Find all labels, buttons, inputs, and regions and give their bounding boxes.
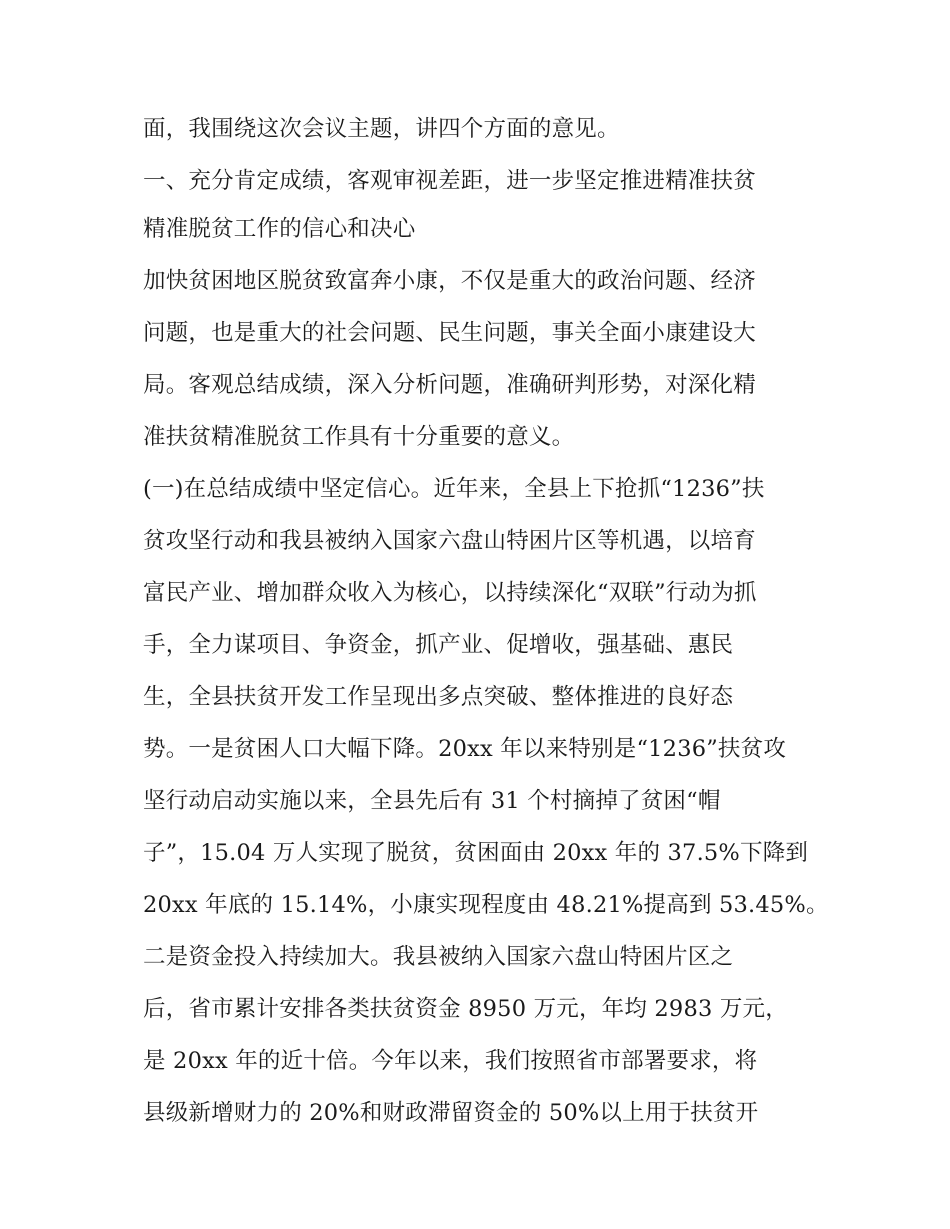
text-line: 问题，也是重大的社会问题、民生问题，事关全面小康建设大 xyxy=(143,320,756,346)
text-line: 20xx 年底的 15.14%，小康实现程度由 48.21%提高到 53.45%。 xyxy=(143,892,829,918)
text-line: 后，省市累计安排各类扶贫资金 8950 万元，年均 2983 万元， xyxy=(143,996,788,1022)
text-line: 生，全县扶贫开发工作呈现出多点突破、整体推进的良好态 xyxy=(143,684,734,710)
section-heading-line: 精准脱贫工作的信心和决心 xyxy=(143,216,416,242)
text-line: (一)在总结成绩中坚定信心。近年来，全县上下抢抓“1236”扶 xyxy=(143,476,765,502)
text-line: 富民产业、增加群众收入为核心，以持续深化“双联”行动为抓 xyxy=(143,580,757,606)
text-line: 准扶贫精准脱贫工作具有十分重要的意义。 xyxy=(143,424,575,450)
text-line: 二是资金投入持续加大。我县被纳入国家六盘山特困片区之 xyxy=(143,944,734,970)
text-line: 坚行动启动实施以来，全县先后有 31 个村摘掉了贫困“帽 xyxy=(143,788,721,814)
text-line: 子”，15.04 万人实现了脱贫，贫困面由 20xx 年的 37.5%下降到 xyxy=(143,840,809,866)
text-line: 手，全力谋项目、争资金，抓产业、促增收，强基础、惠民 xyxy=(143,632,734,658)
text-line: 局。客观总结成绩，深入分析问题，准确研判形势，对深化精 xyxy=(143,372,756,398)
text-line: 县级新增财力的 20%和财政滞留资金的 50%以上用于扶贫开 xyxy=(143,1100,759,1126)
text-line: 加快贫困地区脱贫致富奔小康，不仅是重大的政治问题、经济 xyxy=(143,268,756,294)
section-heading-line: 一、充分肯定成绩，客观审视差距，进一步坚定推进精准扶贫 xyxy=(143,168,756,194)
text-line: 是 20xx 年的近十倍。今年以来，我们按照省市部署要求，将 xyxy=(143,1048,758,1074)
text-line: 面，我围绕这次会议主题，讲四个方面的意见。 xyxy=(143,116,620,142)
text-line: 势。一是贫困人口大幅下降。20xx 年以来特别是“1236”扶贫攻 xyxy=(143,736,787,762)
text-line: 贫攻坚行动和我县被纳入国家六盘山特困片区等机遇，以培育 xyxy=(143,528,756,554)
